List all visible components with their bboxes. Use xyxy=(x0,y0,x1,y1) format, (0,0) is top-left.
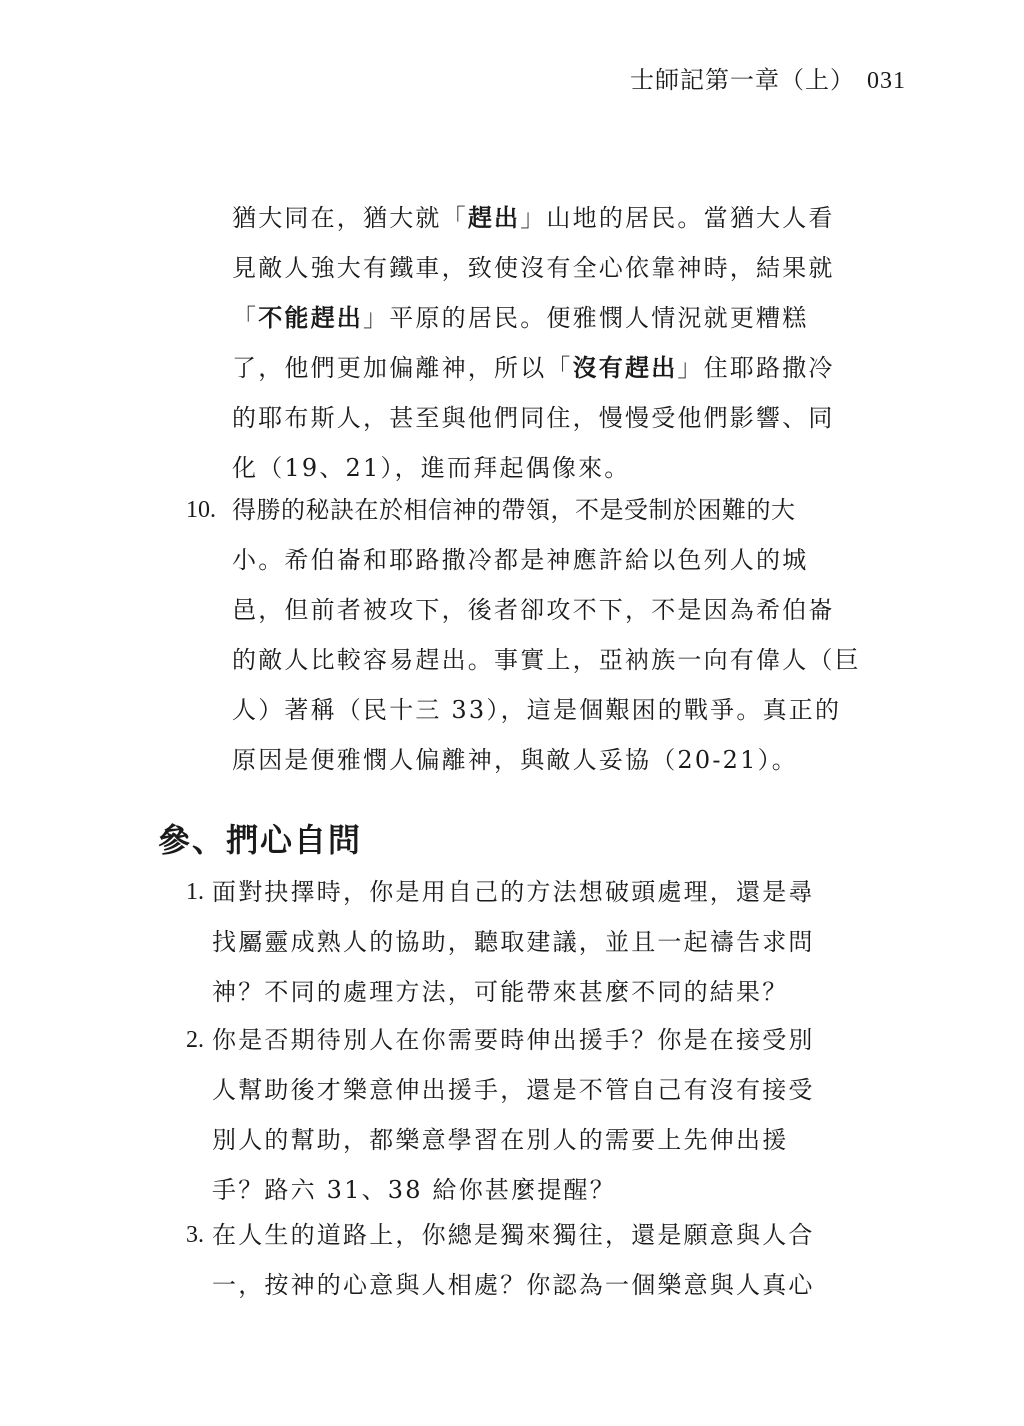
paragraph-line: 別人的幫助，都樂意學習在別人的需要上先伸出援 xyxy=(212,1126,789,1154)
paragraph-line: 人幫助後才樂意伸出援手，還是不管自己有沒有接受 xyxy=(212,1076,815,1104)
paragraph-line: 原因是便雅憫人偏離神，與敵人妥協（20-21）。 xyxy=(232,746,798,774)
item-number: 3. xyxy=(186,1222,204,1248)
paragraph-line: 化（19、21），進而拜起偶像來。 xyxy=(232,454,631,482)
paragraph-line: 「不能趕出」平原的居民。便雅憫人情況就更糟糕 xyxy=(232,303,809,332)
item-number: 1. xyxy=(186,879,204,905)
paragraph-line: 的敵人比較容易趕出。事實上，亞衲族一向有偉人（巨 xyxy=(232,646,861,674)
paragraph-line: 得勝的秘訣在於相信神的帶領，不是受制於困難的大 xyxy=(232,496,796,524)
paragraph-line: 猶大同在，猶大就「趕出」山地的居民。當猶大人看 xyxy=(232,203,835,232)
paragraph-line: 的耶布斯人，甚至與他們同住，慢慢受他們影響、同 xyxy=(232,404,835,432)
paragraph-line: 神？不同的處理方法，可能帶來甚麼不同的結果？ xyxy=(212,978,789,1006)
item-number: 2. xyxy=(186,1027,204,1053)
paragraph-line: 了，他們更加偏離神，所以「沒有趕出」住耶路撒冷 xyxy=(232,353,835,382)
paragraph-line: 邑，但前者被攻下，後者卻攻不下，不是因為希伯崙 xyxy=(232,596,835,624)
paragraph-line: 你是否期待別人在你需要時伸出援手？你是在接受別 xyxy=(212,1026,815,1054)
paragraph-line: 在人生的道路上，你總是獨來獨往，還是願意與人合 xyxy=(212,1221,815,1249)
paragraph-line: 見敵人強大有鐵車，致使沒有全心依靠神時，結果就 xyxy=(232,254,835,282)
paragraph-line: 一，按神的心意與人相處？你認為一個樂意與人真心 xyxy=(212,1271,815,1299)
paragraph-line: 找屬靈成熟人的協助，聽取建議，並且一起禱告求問 xyxy=(212,928,815,956)
section-heading: 參、捫心自問 xyxy=(158,821,363,859)
chapter-title: 士師記第一章（上） xyxy=(630,66,855,94)
paragraph-line: 手？路六 31、38 給你甚麼提醒？ xyxy=(212,1176,616,1204)
paragraph-line: 小。希伯崙和耶路撒冷都是神應許給以色列人的城 xyxy=(232,546,809,574)
paragraph-line: 人）著稱（民十三 33），這是個艱困的戰爭。真正的 xyxy=(232,696,842,724)
emphasis-text: 沒有趕出 xyxy=(572,353,678,382)
paragraph-line: 面對抉擇時，你是用自己的方法想破頭處理，還是尋 xyxy=(212,878,815,906)
emphasis-text: 趕出 xyxy=(467,203,521,232)
running-header xyxy=(630,60,906,95)
page-number: 031 xyxy=(867,68,906,94)
emphasis-text: 不能趕出 xyxy=(258,303,364,332)
item-number: 10. xyxy=(186,497,216,523)
